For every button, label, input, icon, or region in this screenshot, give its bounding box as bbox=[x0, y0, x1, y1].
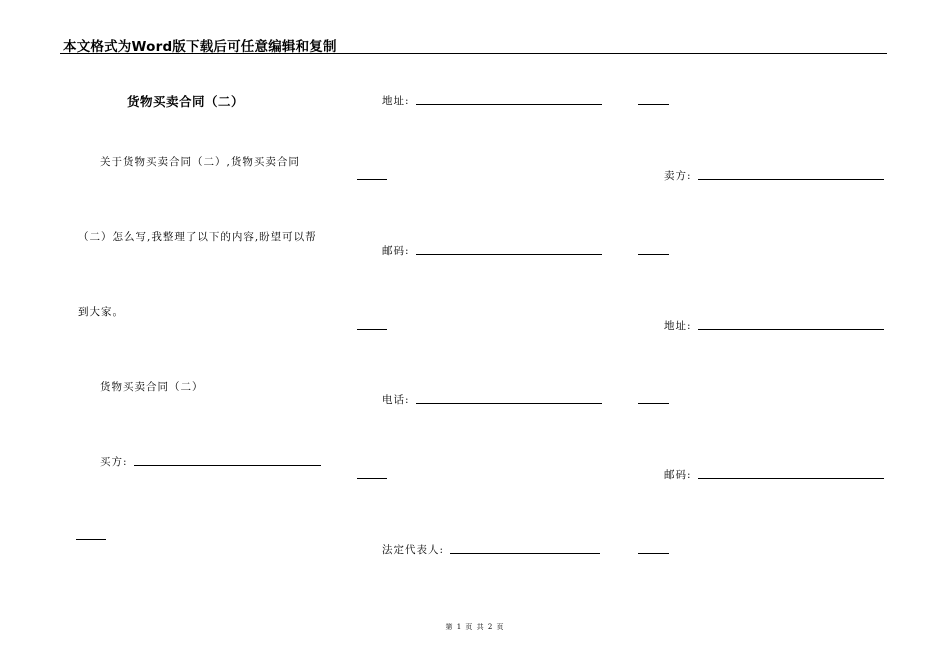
seller-postcode-field bbox=[664, 467, 884, 482]
buyer-legal-rep-label: 法定代表人: bbox=[382, 544, 445, 556]
continuation-line bbox=[638, 553, 669, 554]
continuation-line bbox=[357, 478, 387, 479]
page-number: 第 1 页 共 2 页 bbox=[445, 623, 505, 631]
continuation-line bbox=[357, 179, 387, 180]
seller-postcode-blank-line bbox=[698, 478, 884, 479]
seller-address-blank-line bbox=[698, 329, 884, 330]
buyer-label: 买方: bbox=[100, 456, 128, 468]
seller-label: 卖方: bbox=[664, 170, 692, 182]
seller-blank-line bbox=[698, 179, 884, 180]
intro-paragraph-line-3: 到大家。 bbox=[78, 306, 124, 318]
continuation-line bbox=[638, 403, 669, 404]
buyer-postcode-label: 邮码: bbox=[382, 245, 410, 257]
buyer-postcode-blank-line bbox=[416, 254, 602, 255]
buyer-legal-rep-blank-line bbox=[450, 553, 600, 554]
seller-postcode-label: 邮码: bbox=[664, 469, 692, 481]
buyer-address-blank-line bbox=[416, 104, 602, 105]
buyer-address-field bbox=[382, 93, 602, 108]
intro-paragraph-line-2: （二）怎么写,我整理了以下的内容,盼望可以帮 bbox=[78, 231, 317, 243]
document-header: 本文格式为Word版下载后可任意编辑和复制 bbox=[63, 39, 337, 55]
contract-subtitle: 货物买卖合同（二） bbox=[100, 381, 204, 393]
buyer-address-label: 地址: bbox=[382, 95, 410, 107]
buyer-blank-line bbox=[134, 465, 321, 466]
header-divider bbox=[60, 53, 887, 54]
buyer-phone-field bbox=[382, 392, 602, 407]
seller-field bbox=[664, 168, 884, 183]
seller-address-field bbox=[664, 318, 884, 333]
intro-paragraph-line-1: 关于货物买卖合同（二）,货物买卖合同 bbox=[100, 156, 300, 168]
buyer-field bbox=[100, 454, 321, 469]
buyer-phone-blank-line bbox=[416, 403, 602, 404]
continuation-line bbox=[76, 539, 106, 540]
buyer-legal-rep-field bbox=[382, 542, 600, 557]
continuation-line bbox=[638, 254, 669, 255]
continuation-line bbox=[357, 329, 387, 330]
buyer-phone-label: 电话: bbox=[382, 394, 410, 406]
seller-address-label: 地址: bbox=[664, 320, 692, 332]
buyer-postcode-field bbox=[382, 243, 602, 258]
contract-title: 货物买卖合同（二） bbox=[127, 94, 245, 109]
continuation-line bbox=[638, 104, 669, 105]
